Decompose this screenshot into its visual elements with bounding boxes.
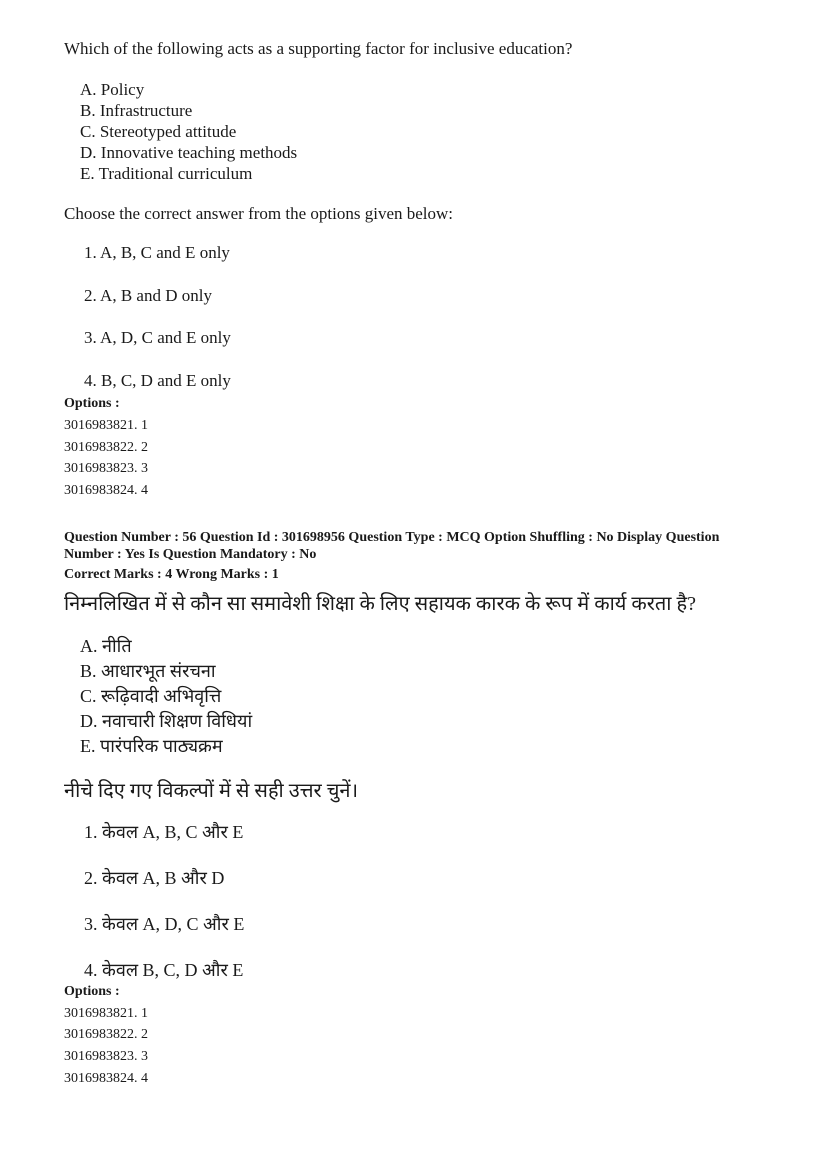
choice-4-hi: 4. केवल B, C, D और E — [84, 960, 244, 980]
question-meta-line2: Number : Yes Is Question Mandatory : No — [64, 547, 317, 562]
marks-info: Correct Marks : 4 Wrong Marks : 1 — [64, 567, 279, 582]
option-code-4-en: 3016983824. 4 — [64, 483, 148, 498]
choice-4-en: 4. B, C, D and E only — [84, 371, 231, 390]
option-code-2-hi: 3016983822. 2 — [64, 1027, 148, 1042]
options-label-hi: Options : — [64, 984, 120, 999]
question-text-hi: निम्नलिखित में से कौन सा समावेशी शिक्षा के लिए सहायक कारक के रूप में कार्य करता है? — [64, 593, 696, 615]
choice-1-en: 1. A, B, C and E only — [84, 243, 230, 262]
options-label-en: Options : — [64, 396, 120, 411]
statement-a-en: A. Policy — [80, 80, 145, 99]
instruction-en: Choose the correct answer from the options given below: — [64, 204, 454, 223]
statement-b-hi: B. आधारभूत संरचना — [80, 661, 216, 681]
statement-e-hi: E. पारंपरिक पाठ्यक्रम — [80, 736, 223, 756]
choice-2-hi: 2. केवल A, B और D — [84, 868, 225, 888]
option-code-3-hi: 3016983823. 3 — [64, 1049, 148, 1064]
statement-c-en: C. Stereotyped attitude — [80, 122, 237, 141]
statement-c-hi: C. रूढ़िवादी अभिवृत्ति — [80, 686, 222, 706]
option-code-4-hi: 3016983824. 4 — [64, 1071, 148, 1086]
choice-3-hi: 3. केवल A, D, C और E — [84, 914, 245, 934]
option-code-3-en: 3016983823. 3 — [64, 461, 148, 476]
question-meta-line1: Question Number : 56 Question Id : 301698956 Question Type : MCQ Option Shuffling : No Display Question — [64, 530, 720, 545]
question-text-en: Which of the following acts as a supporting factor for inclusive education? — [64, 39, 573, 58]
statement-a-hi: A. नीति — [80, 636, 132, 656]
choice-1-hi: 1. केवल A, B, C और E — [84, 822, 244, 842]
instruction-hi: नीचे दिए गए विकल्पों में से सही उत्तर चुनें। — [64, 780, 359, 802]
statement-e-en: E. Traditional curriculum — [80, 164, 253, 183]
choice-3-en: 3. A, D, C and E only — [84, 328, 231, 347]
option-code-2-en: 3016983822. 2 — [64, 440, 148, 455]
statement-d-en: D. Innovative teaching methods — [80, 143, 298, 162]
statement-b-en: B. Infrastructure — [80, 101, 193, 120]
statement-d-hi: D. नवाचारी शिक्षण विधियां — [80, 711, 253, 731]
option-code-1-en: 3016983821. 1 — [64, 418, 148, 433]
choice-2-en: 2. A, B and D only — [84, 286, 212, 305]
option-code-1-hi: 3016983821. 1 — [64, 1006, 148, 1021]
